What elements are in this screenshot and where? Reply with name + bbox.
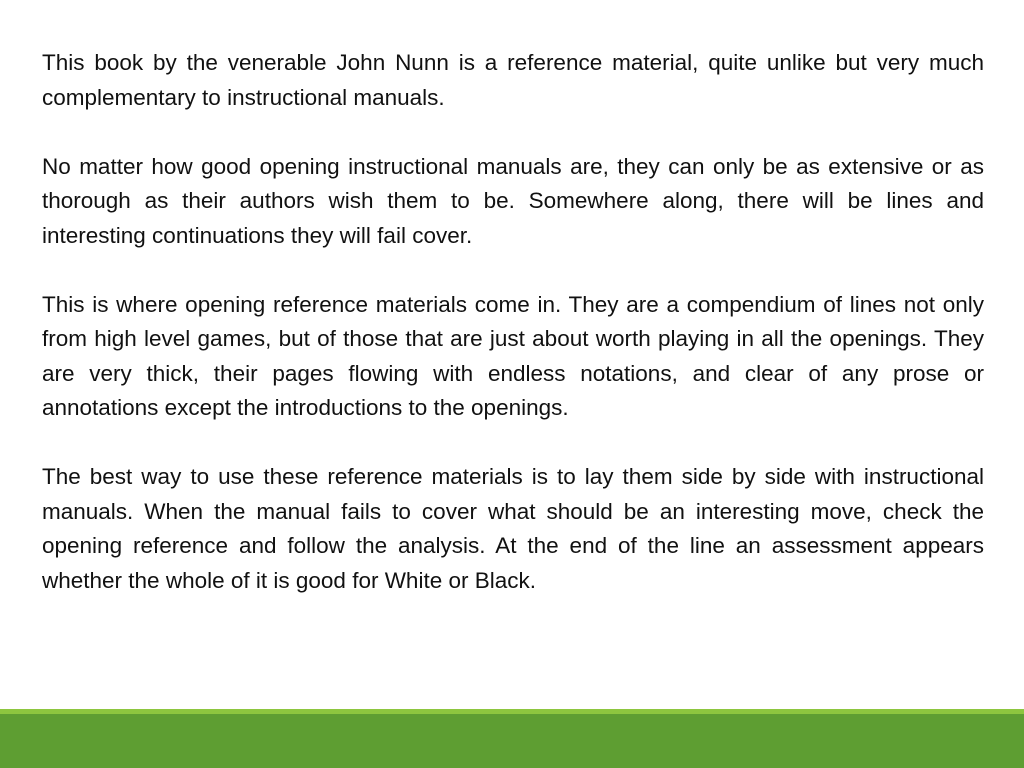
body-text (42, 46, 984, 598)
paragraph-3: This is where opening reference materials come in. They are a compendium of lines not only from high level games, but of those that are just about worth playing in all the openings. They are very thick, their pages flowing with endless notations, and clear of any prose or annotations except the introductions to the openings. (42, 291, 984, 420)
paragraph-4: The best way to use these reference materials is to lay them side by side with instructional manuals. When the manual fails to cover what should be an interesting move, check the opening reference and follow the analysis. At the end of the line an assessment appears whether the whole of it is good for White or Black. (42, 464, 984, 593)
paragraph-2: No matter how good opening instructional manuals are, they can only be as extensive or as thorough as their authors wish them to be. Somewhere along, there will be lines and interesting continuations they will fail cover. (42, 153, 984, 248)
footer-band (0, 714, 1024, 768)
paragraph-1: This book by the venerable John Nunn is a reference material, quite unlike but very much complementary to instructional manuals. (42, 50, 984, 110)
